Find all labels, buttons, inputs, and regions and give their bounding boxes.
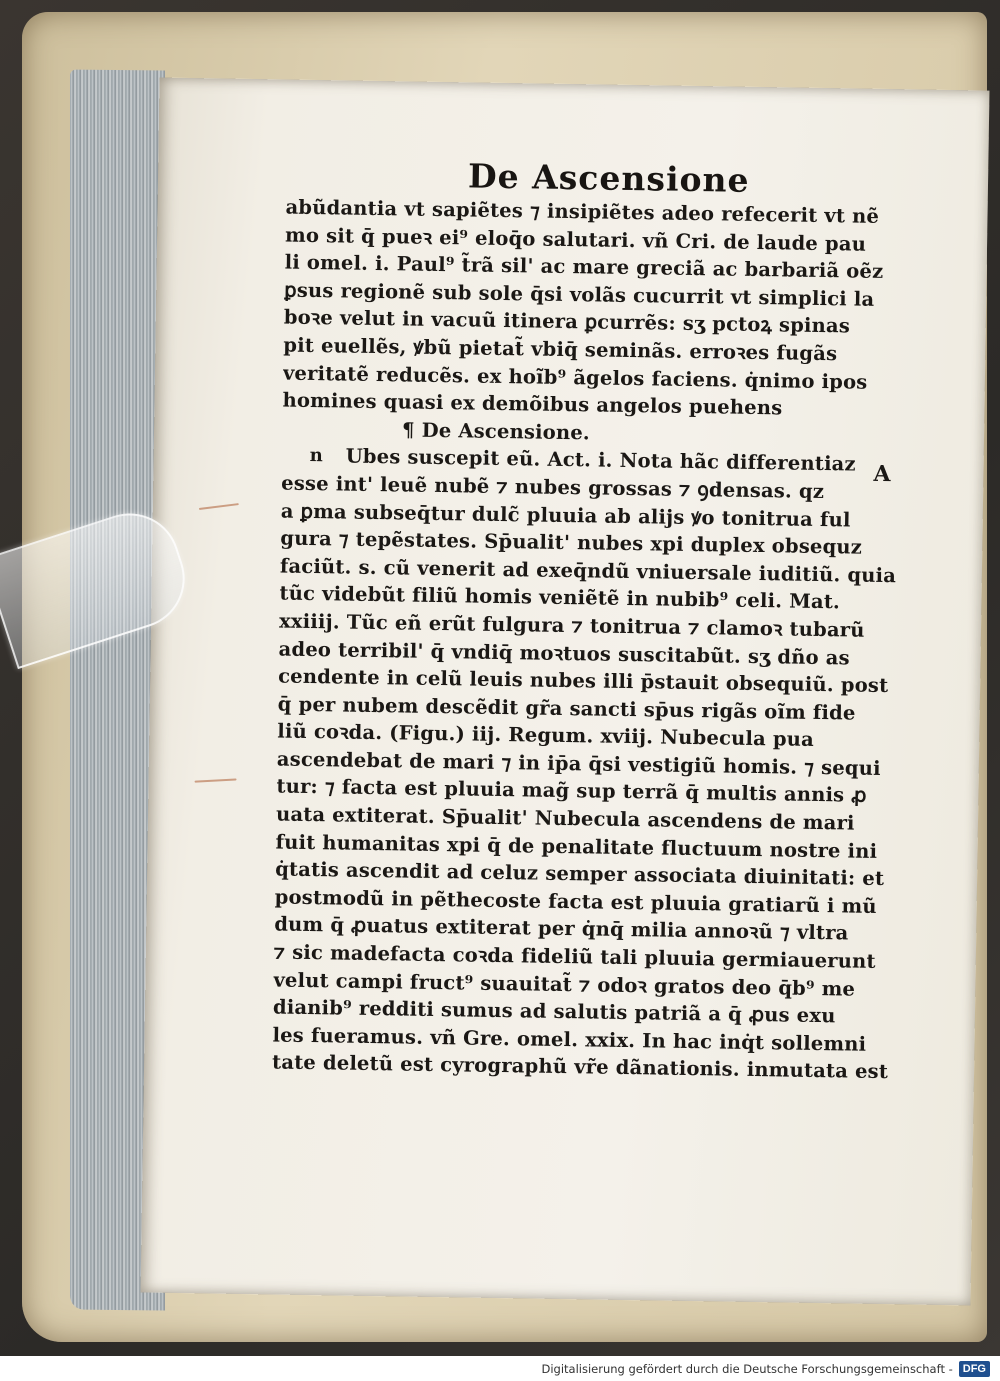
line-text: uata extiterat. Sp̄ualit' Nubecula ascendens de mari [275,802,855,835]
line-text: liũ coꝛda. (Figu.) iij. Regum. xviij. Nubecula pua [277,719,815,752]
line-text: boꝛe velut in vacuũ itinera ꝑcurrẽs: sʒ pctoꝝ spinas [283,305,851,338]
line-text: tur: ⁊ facta est pluuia mag̃ sup terrã q̄ multis annis ꝓ [276,774,867,808]
line-text: Ubes suscepit eũ. Act. i. Nota hãc differentiaz [345,444,856,476]
line-text: ⁊ sic madefacta coꝛda fideliũ tali pluuia germiauerunt [273,940,876,973]
footer-credit: Digitalisierung gefördert durch die Deutsche Forschungsgemeinschaft - [541,1361,953,1376]
guide-letter: n [309,445,324,467]
footer [0,1356,1000,1381]
pencil-mark [199,503,239,510]
line-text: gura ⁊ tepẽstates. Sp̄ualit' nubes xpi duplex obsequz [280,526,863,559]
line-text: li omel. i. Paul⁹ t̃rã sil' ac mare greciã ac barbariã oẽz [284,250,884,284]
line-text: q̄ per nubem descẽdit gr̃a sancti sp̄us rigãs oĩm fide [277,692,856,725]
line-text: adeo terribil' q̄ vndiq̄ moꝛtuos suscitabũt. sʒ dño as [278,636,850,669]
margin-letter: A [873,460,891,488]
dfg-logo: DFG [959,1361,990,1377]
book-page [141,78,990,1306]
line-text: les fueramus. vñ Gre. omel. xxix. In hac inq̇t sollemni [272,1023,867,1056]
line-text: q̇tatis ascendit ad celuz semper associata diuinitati: et [274,857,885,891]
line-text: mo sit q̄ pueꝛ ei⁹ eloq̄o salutari. vñ Cri. de laude pau [284,223,867,256]
line-text: cendente in celũ leuis nubes illi p̄stauit obsequiũ. post [278,664,889,698]
line-text: xxiiij. Tũc eñ erũt fulgura ⁊ tonitrua ⁊ clamoꝛ tubarũ [278,609,865,642]
line-text: abũdantia vt sapiẽtes ⁊ insipiẽtes adeo refecerit vt nẽ [285,195,880,228]
line-text: tũc videbũt filiũ homis veniẽtẽ in nubib⁹ celi. Mat. [279,581,841,614]
line-text: a ꝑma subseq̄tur dulc̃ pluuia ab alijs ꝟo tonitrua ful [280,499,851,531]
line-text: velut campi fruct⁹ suauitat̃ ⁊ odoꝛ gratos deo q̄b⁹ me [273,968,856,1001]
line-text: faciũt. s. cũ venerit ad exeq̄ndũ vniuersale iuditiũ. quia [279,554,897,587]
line-text: homines quasi ex demõibus angelos puehens [282,388,783,420]
line-text: ꝑsus regionẽ sub sole q̄si volãs cucurrit vt simplici la [284,278,875,311]
running-head: De Ascensione [467,156,750,200]
line-text: ¶ De Ascensione. [401,418,591,445]
line-text: fuit humanitas xpi q̄ de penalitate fluctuum nostre ini [275,830,878,863]
line-text: postmodũ in pẽthecoste facta est pluuia gratiarũ i mũ [274,885,877,918]
line-text: dum q̄ ꝓuatus extiterat per q̇nq̄ milia annoꝛũ ⁊ vltra [274,912,849,945]
line-text: veritatẽ reducẽs. ex hoĩb⁹ ãgelos faciens. q̇nimo ipos [282,361,868,394]
line-text: tate deletũ est cyrographũ vr̃e dãnationis. inmutata est [271,1050,889,1084]
pencil-mark [195,778,237,782]
line-text: esse int' leuẽ nubẽ ⁊ nubes grossas ⁊ ꝯdensas. qz [281,471,825,503]
line-text: pit euellẽs, ꝟbũ pietat̃ vbiq̄ seminãs. erroꝛes fugãs [283,333,838,366]
text-block [272,194,916,1087]
line-text: dianib⁹ redditi sumus ad salutis patriã a q̄ ꝓus exu [272,995,836,1028]
line-text: ascendebat de mari ⁊ in ip̄a q̄si vestigiũ homis. ⁊ sequi [276,747,881,780]
